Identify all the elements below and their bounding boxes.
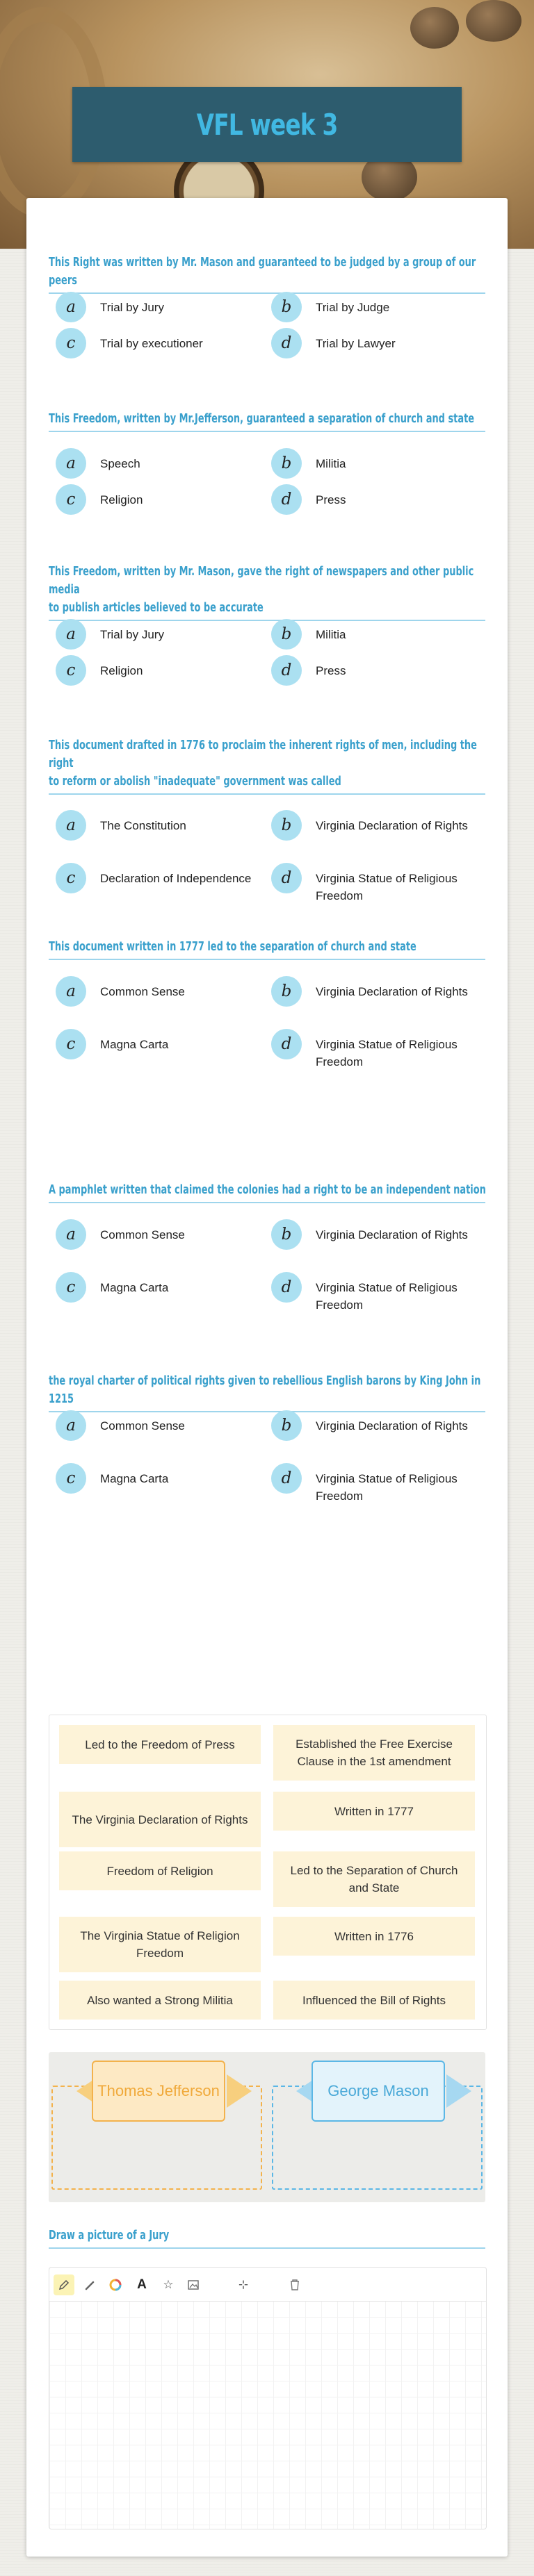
option-letter-badge: d (271, 655, 302, 686)
divider (49, 431, 485, 432)
option-label: Trial by Judge (316, 301, 390, 314)
option-letter-badge: b (271, 976, 302, 1007)
option-label: Religion (100, 493, 143, 506)
option-letter-badge: c (56, 1463, 86, 1494)
option-letter-badge: c (56, 484, 86, 515)
option-letter-badge: c (56, 863, 86, 893)
answer-option-a[interactable] (56, 292, 264, 322)
option-label: Militia (316, 457, 346, 470)
answer-option-d[interactable] (271, 1272, 480, 1314)
question-block (49, 563, 485, 679)
question-title (49, 563, 486, 617)
draggable-card[interactable]: Established the Free Exercise Clause in the 1st amendment (273, 1725, 475, 1781)
question-title (49, 736, 486, 791)
question-block (49, 1181, 486, 1312)
coin-decoration (466, 0, 521, 42)
question-title-line: This document written in 1777 led to the separation of church and state (49, 940, 416, 954)
question-title-line: the royal charter of political rights given to rebellious English barons by King John in 1215 (49, 1374, 481, 1406)
coin-decoration (410, 7, 459, 49)
option-label: Virginia Declaration of Rights (316, 1419, 468, 1433)
answer-option-b[interactable] (271, 810, 480, 841)
option-label: The Constitution (100, 819, 186, 832)
option-label: Militia (316, 628, 346, 641)
answer-option-a[interactable] (56, 619, 264, 650)
answer-option-c[interactable] (56, 655, 264, 686)
option-label: Common Sense (100, 985, 185, 998)
option-label: Common Sense (100, 1228, 185, 1241)
option-letter-badge: d (271, 863, 302, 893)
option-label: Trial by Jury (100, 628, 164, 641)
drawing-toolbar (49, 2268, 486, 2302)
draggable-card[interactable]: Influenced the Bill of Rights (273, 1981, 475, 2020)
option-label: Virginia Declaration of Rights (316, 819, 468, 832)
answer-option-c[interactable] (56, 1272, 264, 1303)
option-letter-badge: a (56, 619, 86, 650)
option-letter-badge: d (271, 484, 302, 515)
option-letter-badge: a (56, 448, 86, 479)
option-label: Religion (100, 664, 143, 677)
option-label: Magna Carta (100, 1038, 169, 1051)
drawing-canvas[interactable] (49, 2267, 487, 2529)
option-letter-badge: d (271, 1029, 302, 1059)
drawing-title: Draw a picture of a Jury (49, 2229, 170, 2243)
option-letter-badge: b (271, 810, 302, 841)
option-label: Virginia Declaration of Rights (316, 985, 468, 998)
answer-option-c[interactable] (56, 1029, 264, 1059)
marker-icon[interactable] (80, 2274, 101, 2295)
page-title: VFL week 3 (196, 107, 338, 142)
answer-option-b[interactable] (271, 976, 480, 1007)
option-label: Virginia Statue of Religious Freedom (316, 1281, 458, 1312)
option-label: Magna Carta (100, 1281, 169, 1294)
answer-option-a[interactable] (56, 810, 264, 841)
question-title-line: This Right was written by Mr. Mason and guaranteed to be judged by a group of our peers (49, 256, 476, 288)
move-icon[interactable]: ⊹ (238, 2278, 249, 2291)
sorting-area (49, 2052, 485, 2202)
color-wheel-icon[interactable] (105, 2274, 126, 2295)
divider (49, 793, 485, 795)
question-title-line: This Freedom, written by Mr.Jefferson, guaranteed a separation of church and state (49, 412, 475, 426)
question-title-line: A pamphlet written that claimed the colonies had a right to be an independent nation (49, 1183, 486, 1197)
answer-option-a[interactable] (56, 1219, 264, 1250)
option-letter-badge: b (271, 619, 302, 650)
question-block (49, 938, 485, 1068)
draggable-card[interactable]: Written in 1776 (273, 1917, 475, 1956)
option-label: Virginia Declaration of Rights (316, 1228, 468, 1241)
draggable-card[interactable]: The Virginia Statue of Religion Freedom (59, 1917, 261, 1972)
drawing-question (49, 2227, 485, 2249)
answer-option-b[interactable] (271, 1410, 480, 1441)
option-label: Common Sense (100, 1419, 185, 1433)
draggable-card[interactable]: Led to the Separation of Church and State (273, 1851, 475, 1907)
answer-option-a[interactable] (56, 1410, 264, 1441)
option-letter-badge: a (56, 976, 86, 1007)
option-letter-badge: c (56, 1272, 86, 1303)
option-letter-badge: c (56, 328, 86, 358)
option-letter-badge: a (56, 292, 86, 322)
draggable-card[interactable]: Freedom of Religion (59, 1851, 261, 1890)
question-block (49, 254, 485, 352)
question-title (49, 938, 486, 956)
question-title (49, 254, 486, 290)
mason-label: George Mason (312, 2061, 445, 2122)
answer-option-d[interactable] (271, 863, 480, 905)
answer-option-a[interactable] (56, 448, 264, 479)
question-block (49, 1372, 485, 1503)
question-title (49, 1372, 486, 1408)
answer-option-c[interactable] (56, 484, 264, 515)
option-label: Press (316, 664, 346, 677)
image-icon[interactable] (183, 2274, 204, 2295)
answer-option-c[interactable] (56, 863, 264, 893)
option-letter-badge: a (56, 810, 86, 841)
text-icon[interactable]: A (137, 2277, 147, 2292)
ribbon-tail (227, 2074, 252, 2108)
question-title-line: This document drafted in 1776 to proclaim the inherent rights of men, including the right (49, 738, 477, 770)
divider (49, 959, 485, 960)
option-letter-badge: d (271, 328, 302, 358)
option-letter-badge: a (56, 1410, 86, 1441)
title-banner (72, 87, 462, 162)
option-label: Virginia Statue of Religious Freedom (316, 872, 458, 902)
draggable-card[interactable]: The Virginia Declaration of Rights (59, 1792, 261, 1847)
answer-option-b[interactable] (271, 448, 480, 479)
option-letter-badge: d (271, 1463, 302, 1494)
answer-option-d[interactable] (271, 484, 480, 515)
star-icon[interactable]: ☆ (163, 2278, 174, 2291)
option-letter-badge: a (56, 1219, 86, 1250)
option-label: Trial by executioner (100, 337, 203, 350)
option-letter-badge: b (271, 1410, 302, 1441)
answer-option-b[interactable] (271, 619, 480, 650)
question-title-line: to reform or abolish "inadequate" government was called (49, 775, 341, 789)
option-label: Trial by Jury (100, 301, 164, 314)
answer-option-b[interactable] (271, 292, 480, 322)
answer-option-d[interactable] (271, 655, 480, 686)
answer-option-b[interactable] (271, 1219, 480, 1250)
option-label: Virginia Statue of Religious Freedom (316, 1038, 458, 1068)
option-label: Trial by Lawyer (316, 337, 396, 350)
option-letter-badge: b (271, 292, 302, 322)
option-letter-badge: c (56, 655, 86, 686)
drag-card-area (49, 1715, 487, 2030)
trash-icon[interactable] (284, 2274, 305, 2295)
option-letter-badge: d (271, 1272, 302, 1303)
worksheet-card (26, 198, 508, 2557)
answer-option-c[interactable] (56, 328, 264, 358)
draggable-card[interactable]: Led to the Freedom of Press (59, 1725, 261, 1764)
answer-option-a[interactable] (56, 976, 264, 1007)
question-title-line: This Freedom, written by Mr. Mason, gave the right of newspapers and other public media (49, 565, 474, 597)
question-block (49, 736, 485, 902)
option-label: Speech (100, 457, 140, 470)
divider (49, 1202, 485, 1203)
question-title (49, 1181, 486, 1199)
pencil-icon[interactable] (54, 2274, 74, 2295)
option-label: Virginia Statue of Religious Freedom (316, 1472, 458, 1503)
draggable-card[interactable]: Written in 1777 (273, 1792, 475, 1831)
option-label: Declaration of Independence (100, 872, 252, 885)
option-letter-badge: b (271, 1219, 302, 1250)
answer-option-d[interactable] (271, 1029, 480, 1071)
option-label: Magna Carta (100, 1472, 169, 1485)
question-block (49, 410, 485, 509)
option-letter-badge: b (271, 448, 302, 479)
answer-option-d[interactable] (271, 328, 480, 358)
jefferson-label: Thomas Jefferson (92, 2061, 225, 2122)
question-title (49, 410, 486, 428)
question-title-line: to publish articles believed to be accurate (49, 601, 264, 615)
draggable-card[interactable]: Also wanted a Strong Militia (59, 1981, 261, 2020)
answer-option-c[interactable] (56, 1463, 264, 1494)
ribbon-tail (446, 2074, 471, 2108)
answer-option-d[interactable] (271, 1463, 480, 1505)
option-letter-badge: c (56, 1029, 86, 1059)
option-label: Press (316, 493, 346, 506)
